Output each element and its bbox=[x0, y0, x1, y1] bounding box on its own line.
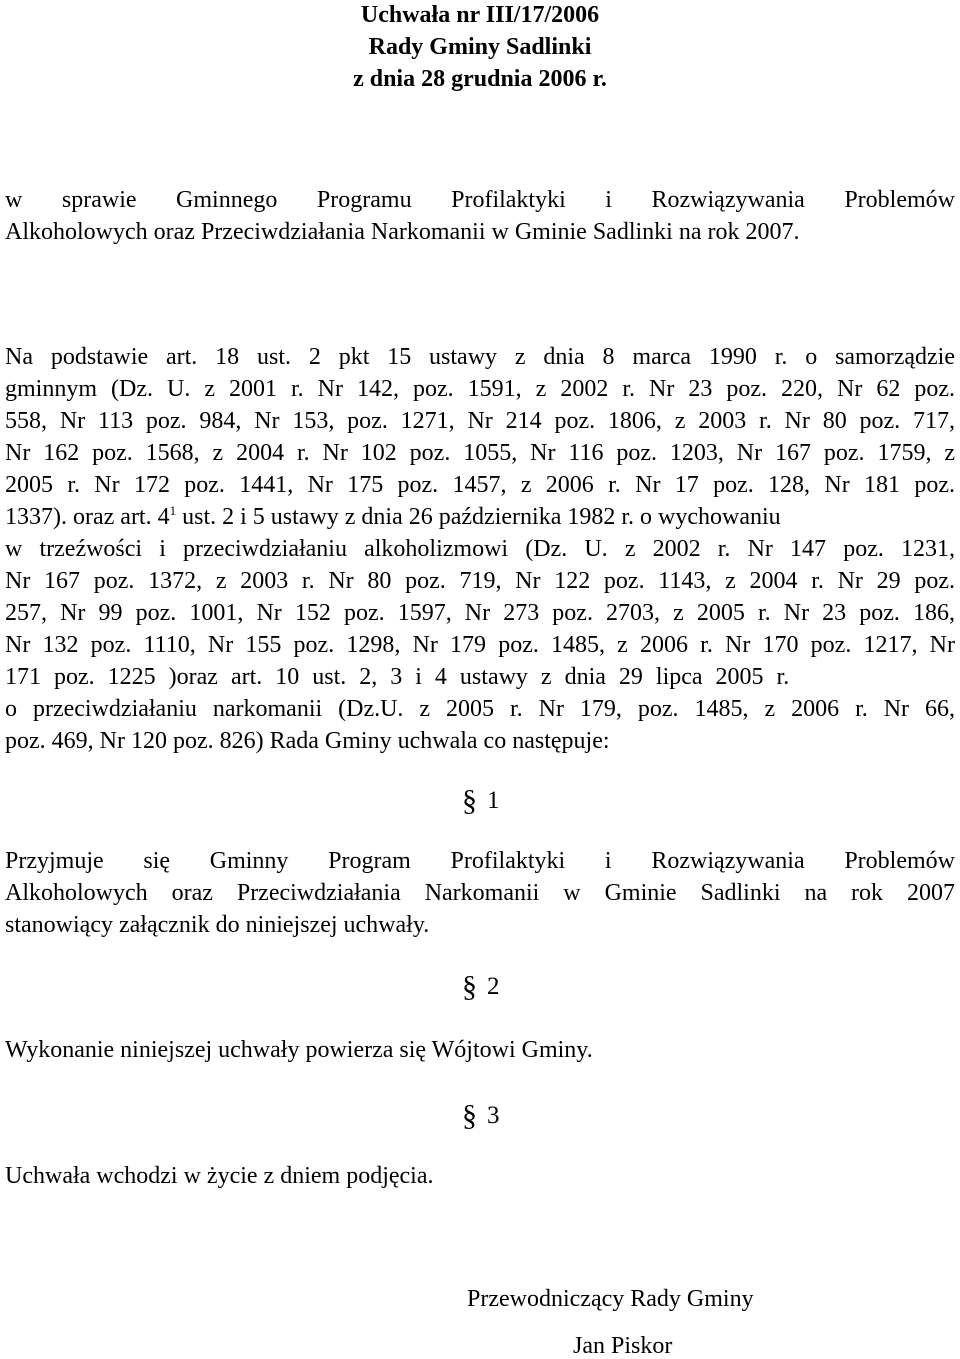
legal-basis-line: Nr 132 poz. 1110, Nr 155 poz. 1298, Nr 179 poz. 1485, z 2006 r. Nr 170 poz. 1217, Nr bbox=[5, 632, 955, 658]
legal-basis-line: gminnym (Dz. U. z 2001 r. Nr 142, poz. 1591, z 2002 r. Nr 23 poz. 220, Nr 62 poz. bbox=[5, 376, 955, 402]
legal-basis-line: w trzeźwości i przeciwdziałaniu alkoholizmowi (Dz. U. z 2002 r. Nr 147 poz. 1231, bbox=[5, 536, 955, 562]
section-number: 2 bbox=[487, 973, 500, 1000]
superscript: 1 bbox=[169, 503, 177, 518]
subject-line-2: Alkoholowych oraz Przeciwdziałania Narkomanii w Gminie Sadlinki na rok 2007. bbox=[5, 219, 800, 245]
legal-basis-line: 558, Nr 113 poz. 984, Nr 153, poz. 1271, Nr 214 poz. 1806, z 2003 r. Nr 80 poz. 717, bbox=[5, 408, 955, 434]
legal-basis-line: Na podstawie art. 18 ust. 2 pkt 15 ustawy z dnia 8 marca 1990 r. o samorządzie bbox=[5, 344, 955, 370]
legal-basis-line: 2005 r. Nr 172 poz. 1441, Nr 175 poz. 1457, z 2006 r. Nr 17 poz. 128, Nr 181 poz. bbox=[5, 472, 955, 498]
signature-name: Jan Piskor bbox=[573, 1333, 673, 1359]
subject-line-1: w sprawie Gminnego Programu Profilaktyki i Rozwiązywania Problemów bbox=[5, 187, 955, 213]
section-number: 3 bbox=[487, 1102, 500, 1129]
section-2-line: Wykonanie niniejszej uchwały powierza się Wójtowi Gminy. bbox=[5, 1037, 593, 1063]
section-mark: § bbox=[462, 970, 477, 1003]
legal-basis-line: poz. 469, Nr 120 poz. 826) Rada Gminy uchwala co następuje: bbox=[5, 728, 610, 754]
legal-basis-line-start: 1337). oraz art. 4 bbox=[5, 504, 170, 530]
legal-basis-line: o przeciwdziałaniu narkomanii (Dz.U. z 2005 r. Nr 179, poz. 1485, z 2006 r. Nr 66, bbox=[5, 696, 955, 722]
section-2-heading bbox=[462, 972, 500, 1002]
section-number: 1 bbox=[487, 787, 500, 814]
legal-basis-line: Nr 162 poz. 1568, z 2004 r. Nr 102 poz. 1055, Nr 116 poz. 1203, Nr 167 poz. 1759, z bbox=[5, 440, 955, 466]
resolution-number: Uchwała nr III/17/2006 bbox=[360, 2, 600, 28]
signature-title: Przewodniczący Rady Gminy bbox=[467, 1286, 754, 1312]
section-1-line: Przyjmuje się Gminny Program Profilaktyki i Rozwiązywania Problemów bbox=[5, 848, 955, 874]
legal-basis-line: Nr 167 poz. 1372, z 2003 r. Nr 80 poz. 719, Nr 122 poz. 1143, z 2004 r. Nr 29 poz. bbox=[5, 568, 955, 594]
section-1-line: Alkoholowych oraz Przeciwdziałania Narkomanii w Gminie Sadlinki na rok 2007 bbox=[5, 880, 955, 906]
section-3-heading bbox=[462, 1101, 500, 1131]
section-1-heading bbox=[462, 786, 500, 816]
legal-basis-line bbox=[5, 505, 955, 529]
section-mark: § bbox=[462, 1099, 477, 1132]
council-name: Rady Gminy Sadlinki bbox=[368, 34, 592, 60]
legal-basis-line-end: ust. 2 i 5 ustawy z dnia 26 października 1982 r. o wychowaniu bbox=[176, 504, 781, 530]
section-mark: § bbox=[462, 784, 477, 817]
legal-basis-line: 257, Nr 99 poz. 1001, Nr 152 poz. 1597, Nr 273 poz. 2703, z 2005 r. Nr 23 poz. 186, bbox=[5, 600, 955, 626]
section-3-line: Uchwała wchodzi w życie z dniem podjęcia. bbox=[5, 1163, 434, 1189]
legal-basis-line: 171 poz. 1225 )oraz art. 10 ust. 2, 3 i 4 ustawy z dnia 29 lipca 2005 r. bbox=[5, 664, 790, 690]
resolution-date: z dnia 28 grudnia 2006 r. bbox=[353, 66, 607, 92]
section-1-line: stanowiący załącznik do niniejszej uchwały. bbox=[5, 912, 430, 938]
